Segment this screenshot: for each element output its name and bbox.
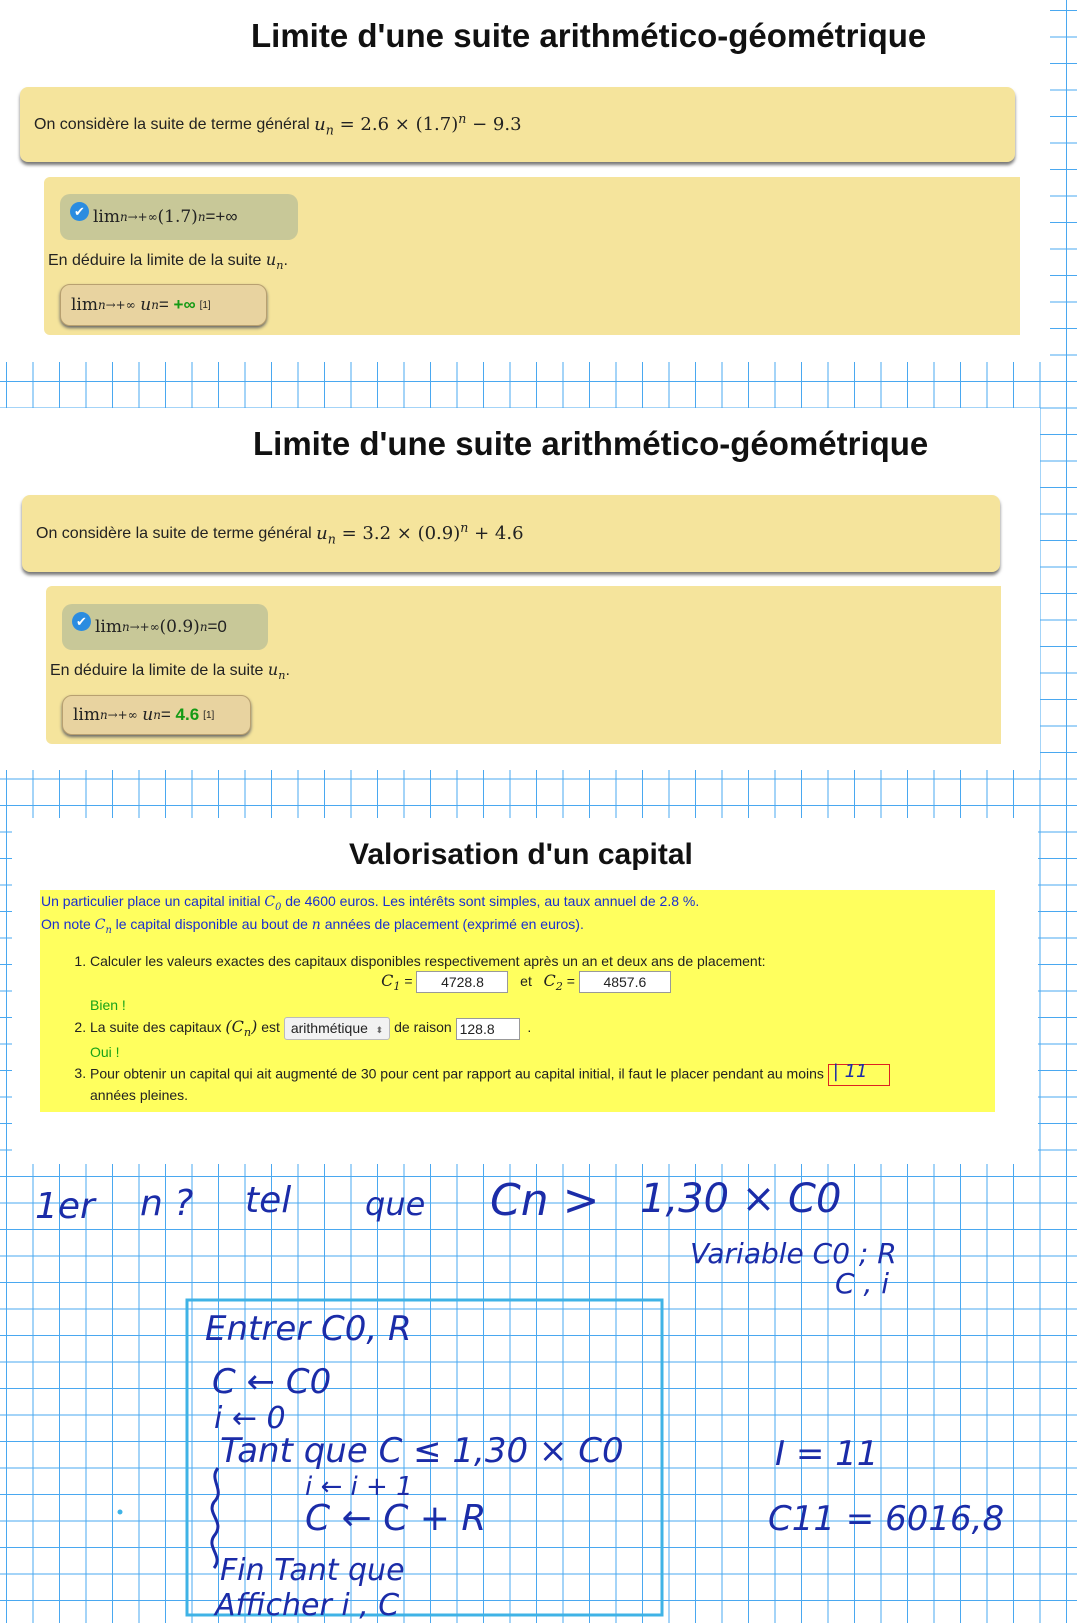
hw-line1-b: n ? bbox=[140, 1183, 194, 1224]
hw-dot bbox=[118, 1510, 123, 1515]
check-icon: ✔ bbox=[70, 202, 89, 221]
hw-line1-d: que bbox=[365, 1185, 426, 1223]
limit-answer[interactable]: lim n→+∞ u n = 4.6 [1] bbox=[62, 695, 251, 735]
question-1: 1. Calculer les valeurs exactes des capitaux disponibles respectivement après un an et deux ans de placement: $C_1 = 4728.8$ et $C_2 = 4857.6$ Bien ! bbox=[90, 952, 1010, 1015]
exercise-3-panel bbox=[12, 818, 1038, 1164]
statement-formula: $u_n = 2.6 \times (1.7)^n - 9.3$ bbox=[314, 111, 522, 138]
footnote-ref[interactable]: [1] bbox=[199, 299, 211, 311]
question-3: 3. Pour obtenir un capital qui ait augmenté de 30 pour cent par rapport au capital initial, il faut le placer pendant au moins | 11 années pleines. bbox=[90, 1064, 1010, 1105]
statement-text: On considère la suite de terme général bbox=[36, 524, 312, 542]
hw-algo-1: Entrer C0, R bbox=[205, 1309, 412, 1349]
years-input[interactable]: | 11 bbox=[828, 1064, 890, 1086]
suite-type-select[interactable]: arithmétique ⬍ bbox=[284, 1017, 390, 1040]
hw-line1-e: Cn > bbox=[490, 1175, 600, 1226]
exercise-1-title: Limite d'une suite arithmético-géométrique bbox=[251, 17, 927, 54]
hw-variables-2: C , i bbox=[835, 1267, 890, 1300]
hw-algo-3: i ← 0 bbox=[214, 1401, 286, 1436]
hw-algo-7: Fin Tant que bbox=[220, 1553, 405, 1588]
question-2: 2. La suite des capitaux $(C_n)$ est arithmétique ⬍ de raison 128.8 . Oui ! bbox=[90, 1017, 1010, 1061]
hw-line1-c: tel bbox=[245, 1180, 292, 1221]
exercise-2-statement bbox=[22, 495, 1000, 572]
deduce-prompt: En déduire la limite de la suite $u_n$. bbox=[50, 660, 290, 683]
deduce-prompt: En déduire la limite de la suite $u_n$. bbox=[48, 250, 288, 273]
hw-result-i: I = 11 bbox=[775, 1434, 879, 1474]
statement-line-2: On note $C_n$ le capital disponible au bout de n années de placement (exprimé en euros). bbox=[41, 916, 584, 936]
verified-limit: ✔ lim n→+∞ (1.7) n =+∞ bbox=[60, 194, 298, 240]
hw-algo-8: Afficher i , C bbox=[215, 1588, 400, 1623]
exercise-3-title: Valorisation d'un capital bbox=[349, 838, 693, 871]
c2-input[interactable]: 4857.6 bbox=[579, 971, 671, 993]
hw-result-c: C11 = 6016,8 bbox=[768, 1499, 1005, 1539]
statement-line-1: Un particulier place un capital initial $C_0$ de 4600 euros. Les intérêts sont simples, au taux annuel de 2.8 %. bbox=[41, 893, 700, 913]
hw-algo-5: i ← i + 1 bbox=[305, 1472, 413, 1502]
exercise-2-title: Limite d'une suite arithmético-géométrique bbox=[253, 425, 929, 462]
handwriting-text bbox=[35, 1175, 1004, 1623]
feedback-q1: Bien ! bbox=[90, 997, 126, 1014]
answer-value: +∞ bbox=[173, 295, 196, 314]
exercise-3-body bbox=[40, 890, 995, 1112]
questions-list bbox=[74, 952, 1010, 1107]
hw-scribble bbox=[212, 1468, 218, 1568]
exercise-1-panel bbox=[0, 0, 1050, 362]
answer-value: 4.6 bbox=[175, 705, 200, 724]
exercise-2-panel bbox=[0, 408, 1040, 770]
limit-answer[interactable]: lim n→+∞ u n = +∞ [1] bbox=[60, 284, 267, 326]
hw-line1-f: 1,30 × C0 bbox=[640, 1176, 842, 1222]
statement-text: On considère la suite de terme général bbox=[34, 115, 310, 133]
footnote-ref[interactable]: [1] bbox=[203, 709, 215, 721]
hw-algo-6: C ← C + R bbox=[305, 1498, 487, 1539]
hw-variables-1: Variable C0 ; R bbox=[690, 1237, 897, 1270]
verified-limit: ✔ lim n→+∞ (0.9) n =0 bbox=[62, 604, 268, 650]
feedback-q2: Oui ! bbox=[90, 1043, 120, 1060]
select-arrows-icon: ⬍ bbox=[375, 1025, 384, 1036]
handwritten-notes bbox=[0, 1160, 1077, 1623]
hw-algo-2: C ← C0 bbox=[212, 1362, 332, 1402]
check-icon: ✔ bbox=[72, 612, 91, 631]
hw-line1-a: 1er bbox=[35, 1186, 95, 1227]
c1-input[interactable]: 4728.8 bbox=[416, 971, 508, 993]
raison-input[interactable]: 128.8 bbox=[456, 1018, 520, 1040]
hw-algo-4: Tant que C ≤ 1,30 × C0 bbox=[220, 1431, 624, 1471]
exercise-1-statement bbox=[20, 87, 1015, 162]
statement-formula: $u_n = 3.2 \times (0.9)^n + 4.6$ bbox=[316, 520, 524, 547]
